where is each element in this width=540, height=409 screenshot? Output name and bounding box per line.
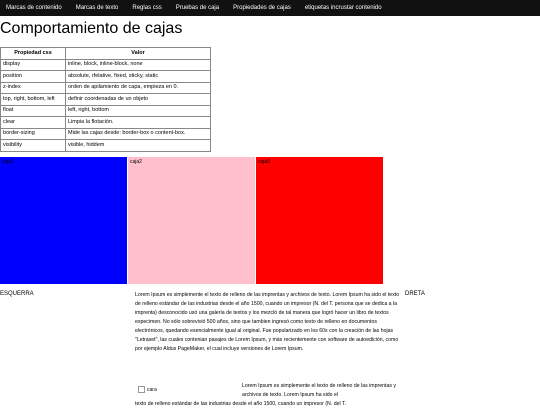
property-cell: visibility	[1, 140, 66, 152]
box-caja1	[0, 157, 127, 284]
image-alt-text: cara	[147, 386, 157, 393]
lorem-paragraph: Lorem Ipsum es simplemente el texto de relleno de las imprentas y archivos de texto. Lorem Ipsum ha sido el texto de relleno estándar de las industrias desde el año 1500, cuando un impresor (N. del T. persona que se dedica a la imprenta) desconocido usó una galería de textos y los mezcló de tal manera que logró hacer un libro de textos especimen. No sólo sobrevivió 500 años, sino que tambien ingresó como texto de relleno en documentos electrónicos, quedando esencialmente igual al original. Fue popularizado en los 60s con la creación de las hojas "Letraset", las cuales contenian pasajes de Lorem Ipsum, y más recientemente con software de autoedición, como por ejemplo Aldus PageMaker, el cual incluye versiones de Lorem Ipsum.	[135, 292, 400, 352]
property-cell: clear	[1, 117, 66, 129]
table-row	[1, 105, 211, 117]
lorem-paragraph-2: Lorem Ipsum es simplemente el texto de relleno de las imprentas y archivos de texto. Lorem Ipsum ha sido el	[242, 383, 396, 398]
value-cell: inline, block, inline-block, none	[66, 59, 211, 71]
value-cell: orden de apilamiento de capa, empieza en 0.	[66, 82, 211, 94]
value-cell: definir coordenadas de un objeto	[66, 94, 211, 106]
value-cell: absolute, rfelative, fixed, sticky, static	[66, 71, 211, 83]
broken-image	[138, 386, 157, 393]
column-header-property: Propiedad css	[1, 48, 66, 60]
property-cell: display	[1, 59, 66, 71]
table-row	[1, 117, 211, 129]
nav-item-etiquetas-incrustar[interactable]: etiquetas incrustar contenido	[304, 5, 382, 11]
property-cell: position	[1, 71, 66, 83]
lorem-paragraph-3: texto de relleno estándar de las industrias desde el año 1500, cuando un impresor (N. del T.	[135, 401, 346, 407]
float-left-label: ESQUERRA	[0, 291, 34, 297]
table-row	[1, 59, 211, 71]
property-cell: top, right, bottom, left	[1, 94, 66, 106]
css-properties-table	[0, 47, 211, 152]
property-cell: z-index	[1, 82, 66, 94]
box-caja2	[128, 157, 255, 284]
box-caja3	[256, 157, 383, 284]
value-cell: Mide las cajas desde: border-box o content-box.	[66, 128, 211, 140]
property-cell: border-sizing	[1, 128, 66, 140]
value-cell: left, right, bottom	[66, 105, 211, 117]
nav-item-marcas-contenido[interactable]: Marcas de contenido	[6, 5, 62, 11]
nav-item-marcas-texto[interactable]: Marcas de texto	[75, 5, 119, 11]
top-navigation	[0, 0, 540, 16]
column-header-value: Valor	[66, 48, 211, 60]
table-row	[1, 94, 211, 106]
broken-image-icon	[138, 386, 145, 393]
nav-item-reglas-css[interactable]: Reglas css	[132, 5, 162, 11]
table-row	[1, 128, 211, 140]
value-cell: Limpia la flotación.	[66, 117, 211, 129]
nav-item-propiedades-cajas[interactable]: Propiedades de cajas	[233, 5, 291, 11]
table-row	[1, 140, 211, 152]
table-row	[1, 71, 211, 83]
table-row	[1, 82, 211, 94]
box-label: caja1	[2, 159, 14, 165]
page-title: Comportamiento de cajas	[0, 20, 183, 37]
property-cell: float	[1, 105, 66, 117]
value-cell: visible, hiddem	[66, 140, 211, 152]
nav-item-pruebas-caja[interactable]: Pruebas de caja	[175, 5, 220, 11]
table-header-row	[1, 48, 211, 60]
float-right-label: DRETA	[405, 291, 425, 297]
box-label: caja2	[130, 159, 142, 165]
box-label: caja3	[258, 159, 270, 165]
